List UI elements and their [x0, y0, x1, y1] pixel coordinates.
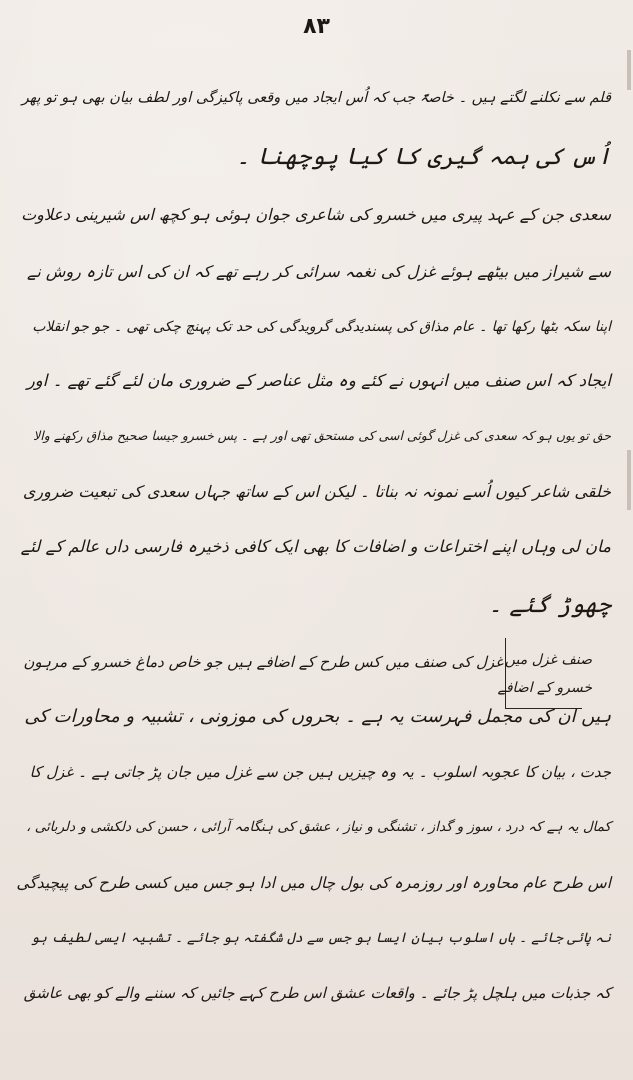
text-line: اُس کی ہمہ گیری کا کیا پوچھنا ۔ — [236, 144, 611, 170]
text-line: سے شیراز میں بیٹھے ہوئے غزل کی نغمہ سرائی کر رہے تھے کہ ان کی اس تازہ روش نے — [27, 262, 611, 281]
text-line: مان لی وہاں اپنے اختراعات و اضافات کا بھی ایک کافی ذخیرہ فارسی داں عالم کے لئے — [20, 537, 611, 556]
page-edge-mark — [627, 450, 631, 510]
text-line: غزل کی صنف میں کس طرح کے اضافے ہیں جو خاص دماغ خسرو کے مرہون — [23, 653, 503, 671]
text-line: جدت ، بیان کا عجوبہ اسلوب ۔ یہ وہ چیزیں ہیں جن سے غزل میں جان پڑ جاتی ہے ۔ غزل کا — [29, 763, 611, 781]
margin-note-line-2: خسرو کے اضافے — [497, 680, 592, 696]
text-line: اپنا سکہ بٹھا رکھا تھا ۔ عام مذاق کی پسندیدگی گرویدگی کی حد تک پہنچ چکی تھی ۔ جو جو انقلاب — [32, 319, 611, 335]
text-line: نہ پائی جائے ۔ ہاں اسلوب بیان ایسا ہو جس سے دل شگفتہ ہو جائے ۔ تشبیہ ایسی لطیف ہو — [31, 930, 611, 946]
page-edge-mark — [627, 50, 631, 90]
text-line: حق تو یوں ہو کہ سعدی کی غزل گوئی اسی کی مستحق تھی اور ہے ۔ پس خسرو جیسا صحیح مذاق رکھنے والا — [33, 428, 611, 443]
text-line: ایجاد کہ اس صنف میں انہوں نے کئے وہ مثل عناصر کے ضروری مان لئے گئے تھے ۔ اور — [26, 371, 611, 390]
text-line: چھوڑ گئے ۔ — [488, 592, 611, 618]
text-line: کمال یہ ہے کہ درد ، سوز و گداز ، تشنگی و نیاز ، عشق کی ہنگامہ آرائی ، حسن کی دلکشی و دلربائی ، — [26, 819, 611, 835]
page-number: ۸۳ — [303, 14, 330, 39]
text-line: سعدی جن کے عہد پیری میں خسرو کی شاعری جوان ہوئی ہو کچھ اس شیرینی دعلاوت — [21, 205, 611, 224]
text-line: اس طرح عام محاورہ اور روزمرہ کی بول چال میں ادا ہو جس میں کسی طرح کی پیچیدگی — [16, 874, 611, 892]
text-line: ہیں ان کی مجمل فہرست یہ ہے ۔ بحروں کی موزونی ، تشبیہ و محاورات کی — [24, 706, 611, 727]
text-line: قلم سے نکلنے لگتے ہیں ۔ خاصۃً جب کہ اُس ایجاد میں وقعی پاکیزگی اور لطف بیان بھی ہو تو پھر — [21, 90, 611, 106]
text-line: کہ جذبات میں ہلچل پڑ جائے ۔ واقعات عشق اس طرح کہے جائیں کہ سننے والے کو بھی عاشق — [23, 984, 611, 1002]
margin-note-line-1: صنف غزل میں — [504, 652, 592, 668]
margin-note-box — [505, 638, 582, 709]
text-line: خلقی شاعر کیوں اُسے نمونہ نہ بناتا ۔ لیکن اس کے ساتھ جہاں سعدی کی تبعیت ضروری — [22, 482, 611, 501]
